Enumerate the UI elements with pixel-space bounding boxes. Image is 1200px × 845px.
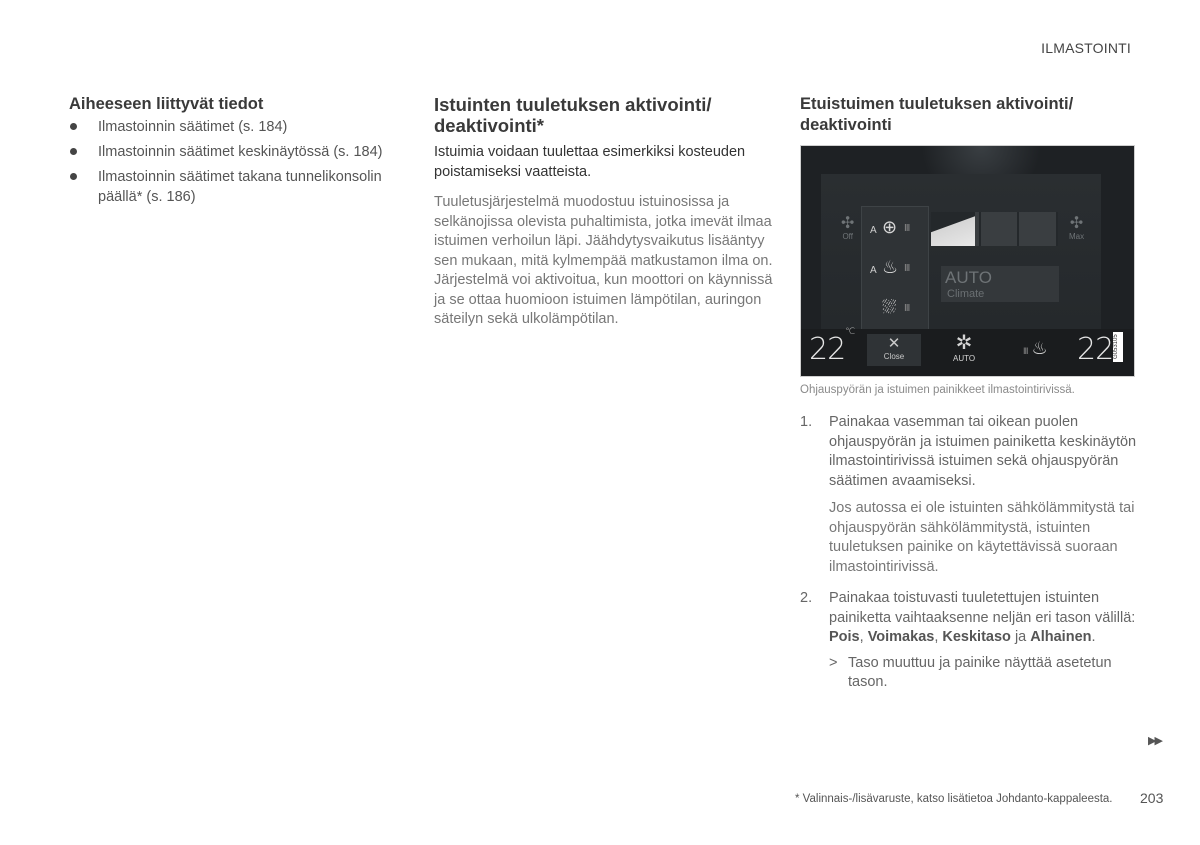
seat-heat-icon: ♨	[1031, 338, 1048, 358]
lead-paragraph: Istuimia voidaan tuulettaa esimerkiksi kosteuden poistamiseksi vaatteista.	[434, 144, 746, 180]
bullet-icon	[70, 173, 77, 180]
main-heading: Istuinten tuuletuksen aktivointi/ deaktivointi*	[434, 94, 712, 136]
result-arrow-icon: >	[829, 654, 838, 671]
image-code: G053105	[1113, 332, 1123, 362]
seat-heat-icon: ♨	[882, 257, 899, 277]
continue-icon: ▶▶	[1148, 735, 1161, 747]
temperature-right: 22	[1077, 332, 1114, 367]
front-seat-column	[800, 94, 1138, 705]
step-note: Jos autossa ei ole istuinten sähkölämmitystä tai ohjauspyörän sähkölämmitystä, istuinten tuuletuksen painike on käytettävissä suoraan ilmastointirivissä.	[829, 500, 1135, 575]
fan-icon: ✣	[1069, 215, 1084, 232]
fan-max-button: ✣ Max	[1069, 215, 1085, 241]
seat-fan-icon: ✲	[955, 332, 973, 354]
auto-climate-button: AUTO Climate	[941, 266, 1059, 302]
related-item[interactable]: Ilmastoinnin säätimet takana tunnelikonsolin päällä* (s. 186)	[69, 167, 399, 207]
step-item: 2. Painakaa toistuvasti tuuletettujen istuinten painiketta vaihtaaksenne neljän eri tason välillä: Pois, Voimakas, Keskitaso ja Alhainen. > Taso muuttuu ja painike näyttää asetetun tason.	[800, 589, 1138, 693]
steering-heat-button: A ⊕ III	[870, 217, 910, 237]
auto-seat-button: ✲ AUTO	[953, 332, 976, 363]
related-item[interactable]: Ilmastoinnin säätimet keskinäytössä (s. 184)	[69, 142, 399, 162]
related-heading: Aiheeseen liittyvät tiedot	[69, 95, 264, 113]
bullet-icon	[70, 123, 77, 130]
steps-list	[800, 413, 1138, 693]
related-list	[69, 117, 399, 207]
fan-level-bar	[931, 212, 1056, 246]
front-heading: Etuistuimen tuuletuksen aktivointi/ deaktivointi	[800, 95, 1074, 134]
section-title: ILMASTOINTI	[1041, 40, 1131, 56]
close-button: ✕ Close	[867, 334, 921, 366]
fan-level-fill	[931, 212, 975, 246]
step-result: > Taso muuttuu ja painike näyttää asetetun tason.	[829, 654, 1112, 690]
related-info-column	[69, 94, 399, 212]
step-text: Painakaa toistuvasti tuuletettujen istuinten painiketta vaihtaaksenne neljän eri tason välillä: Pois, Voimakas, Keskitaso ja Alhainen.	[829, 590, 1136, 645]
close-icon: ✕	[887, 335, 901, 352]
page-number: 203	[1140, 790, 1164, 806]
seat-heat-button: A ♨ III	[870, 257, 910, 277]
fan-icon: ✣	[841, 215, 855, 232]
seat-ventilation-button: ⛆ III	[882, 297, 910, 317]
related-item[interactable]: Ilmastoinnin säätimet (s. 184)	[69, 117, 399, 137]
step-item: 1. Painakaa vasemman tai oikean puolen ohjauspyörän ja istuimen painiketta keskinäytön ilmastointirivissä istuimen sekä ohjauspyörän säätimen avaamiseksi. Jos autossa ei ole istuinten sähkölämmitystä tai ohjauspyörän sähkölämmitystä, istuinten tuuletuksen painike on käytettävissä suoraan ilmastointirivissä.	[800, 413, 1138, 577]
step-text: Painakaa vasemman tai oikean puolen ohjauspyörän ja istuimen painiketta keskinäytön ilmastointirivissä istuimen sekä ohjauspyörän säätimen avaamiseksi.	[829, 414, 1137, 489]
temperature-left: $22^{^\circ C}$	[809, 327, 854, 367]
seat-ventilation-icon: ⛆	[882, 297, 897, 317]
bullet-icon	[70, 148, 77, 155]
climate-screen-image	[800, 145, 1135, 377]
fan-off-button: ✣ Off	[841, 215, 855, 241]
main-column	[434, 94, 774, 330]
right-seat-heat-button: III ♨	[1023, 338, 1048, 358]
image-caption: Ohjauspyörän ja istuimen painikkeet ilmastointirivissä.	[800, 384, 1075, 396]
body-paragraph: Tuuletusjärjestelmä muodostuu istuinosissa ja selkänojissa olevista puhaltimista, jotka imevät ilmaa istuimen verhoilun läpi. Jäähdytysvaikutus lisääntyy sen mukaan, mitä kylmempää matkustamon ilma on. Järjestelmä voi aktivoitua, kun moottori on käynnissä ja se ottaa huomioon istuimen lämpötilan, auringon säteilyn sekä ulkolämpötilan.	[434, 194, 773, 327]
steering-wheel-heat-icon: ⊕	[882, 217, 898, 237]
footnote: * Valinnais-/lisävaruste, katso lisätietoa Johdanto-kappaleesta.	[795, 793, 1113, 805]
